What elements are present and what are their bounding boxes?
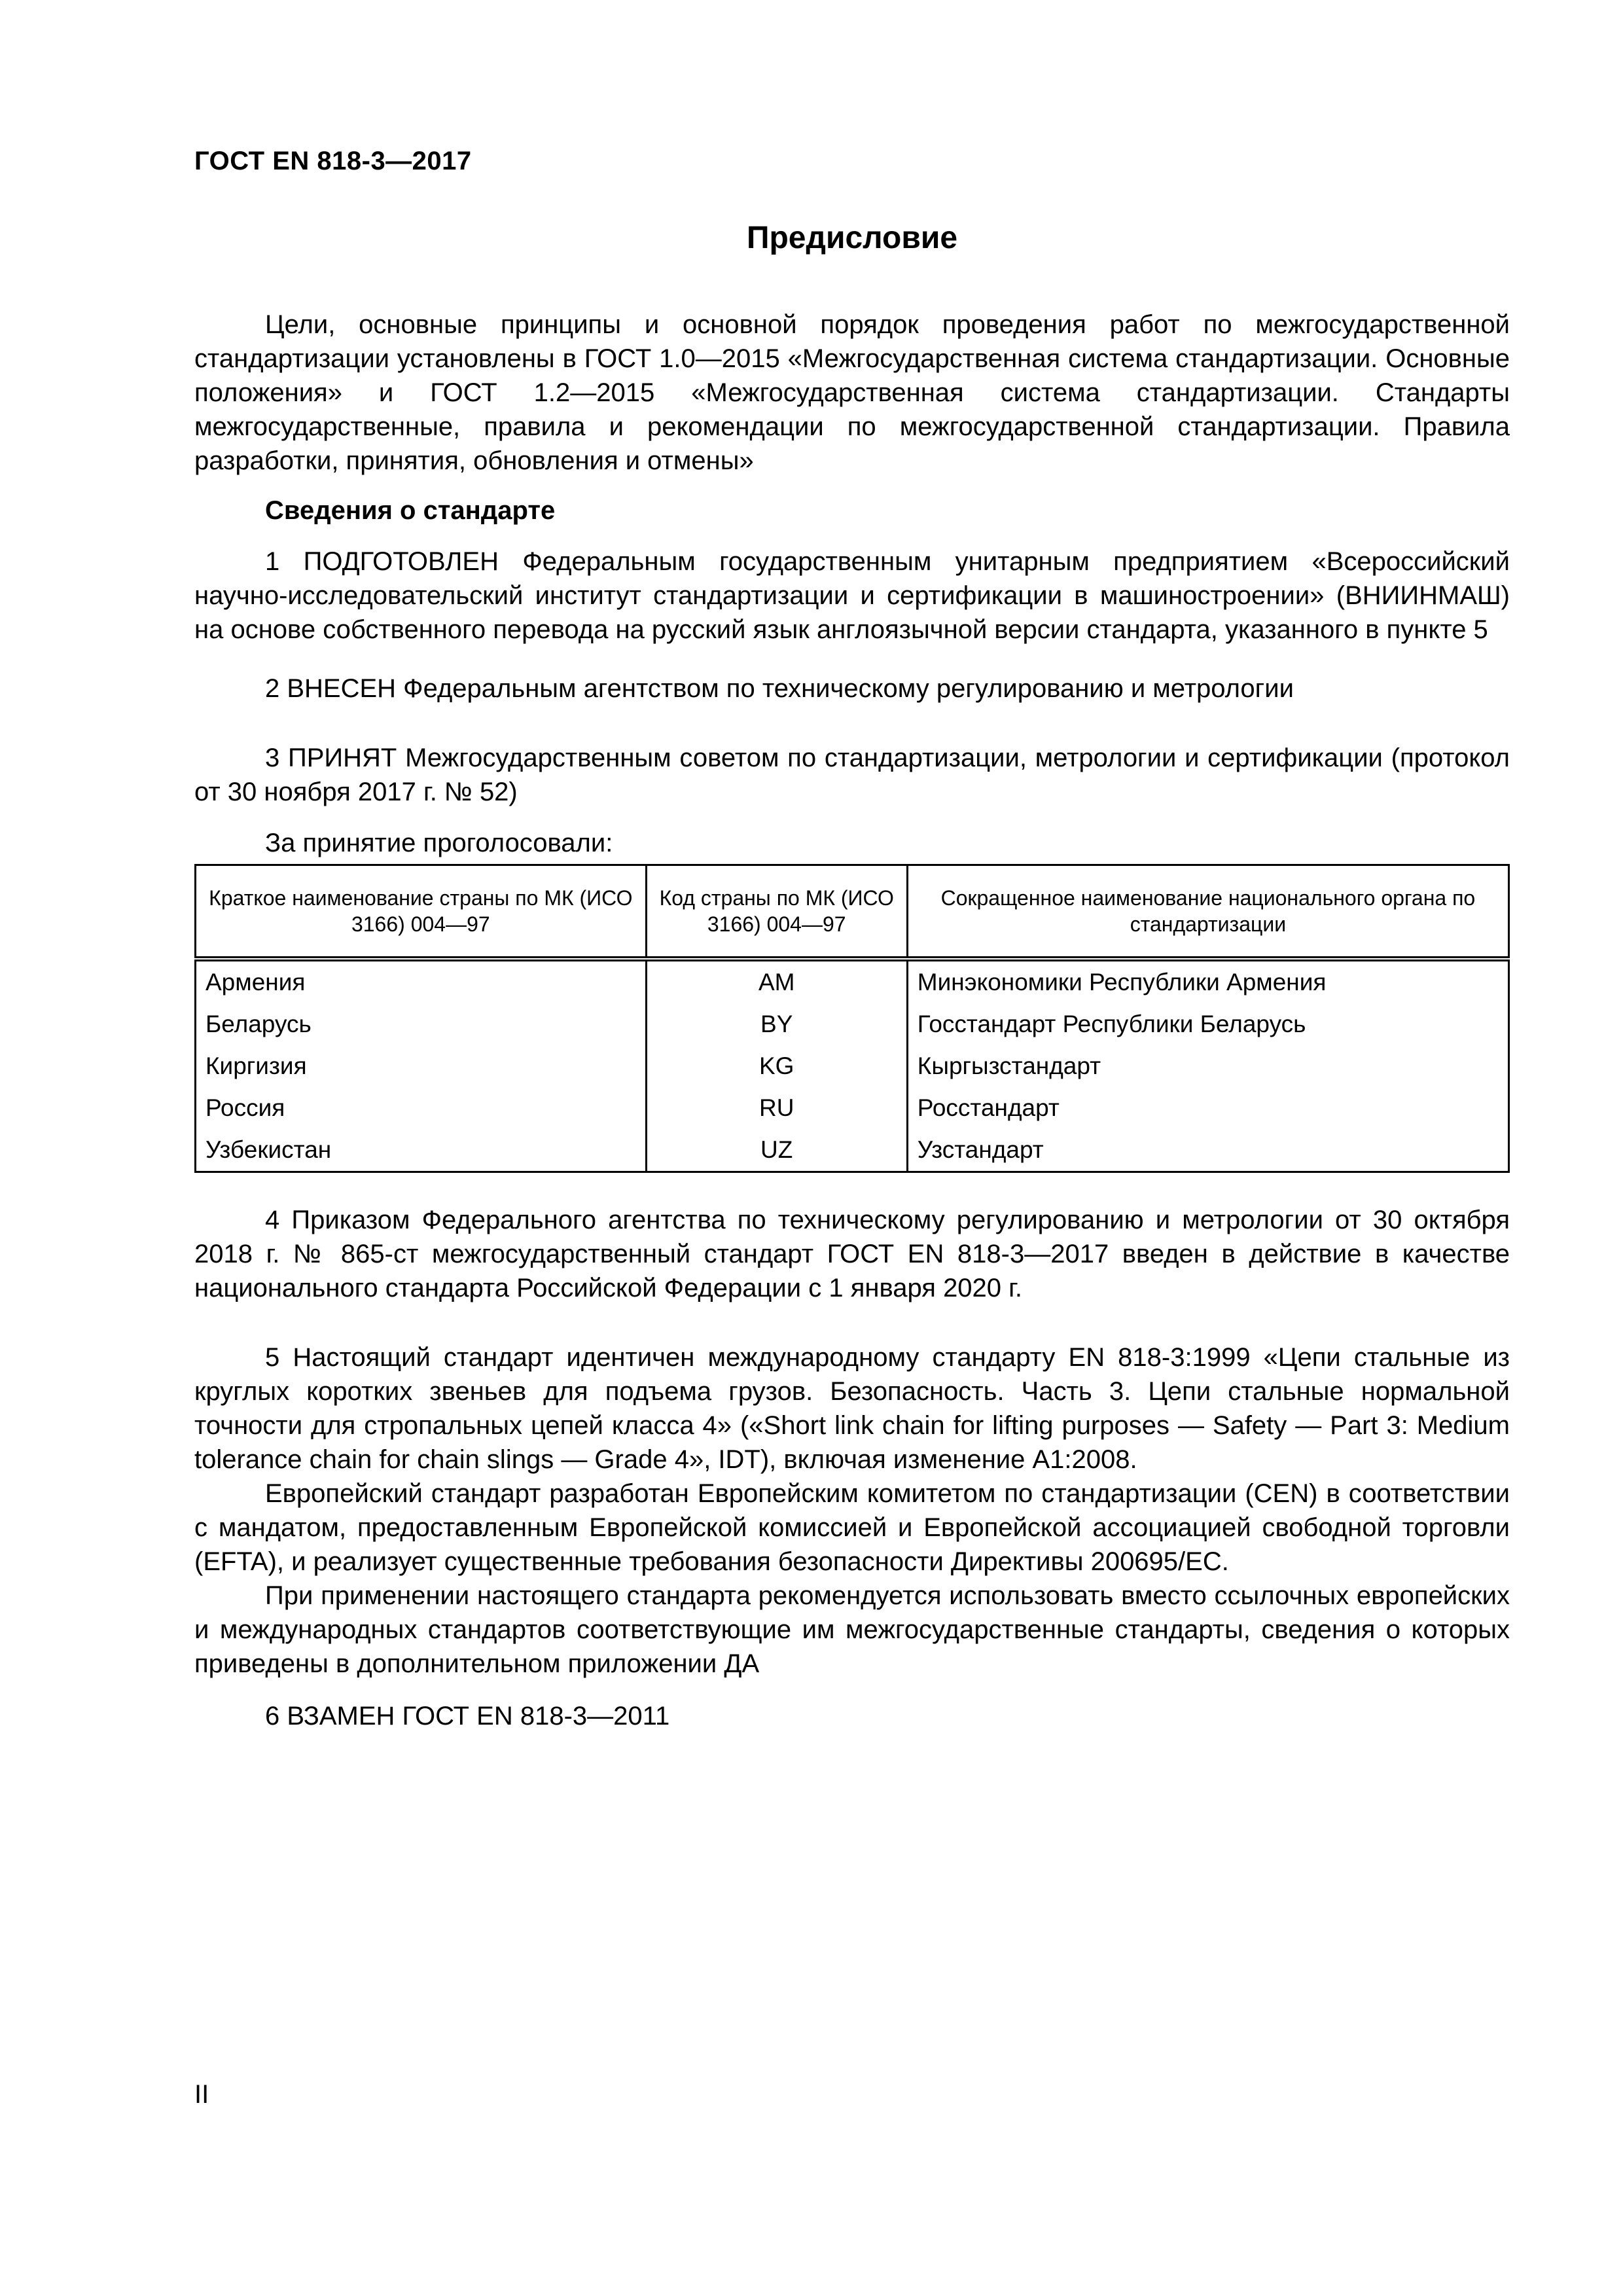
item-2-block — [194, 672, 1510, 706]
item-6: 6 ВЗАМЕН ГОСТ EN 818-3—2011 — [265, 1702, 670, 1731]
votes-label-block — [194, 826, 1510, 860]
table-cell-code: AM — [646, 959, 907, 1003]
item-3-block — [194, 741, 1510, 809]
table-row — [196, 1129, 1509, 1172]
table-cell-authority: Минэкономики Республики Армения — [907, 959, 1508, 1003]
table-cell-country: Узбекистан — [196, 1129, 647, 1172]
table-cell-authority: Госстандарт Республики Беларусь — [907, 1003, 1508, 1045]
table-cell-code: BY — [646, 1003, 907, 1045]
document-code: ГОСТ EN 818-3—2017 — [194, 147, 472, 175]
item-6-block — [194, 1699, 1510, 1733]
table-header-code: Код страны по МК (ИСО 3166) 004—97 — [646, 865, 907, 960]
table-row — [196, 1045, 1509, 1087]
item-5-block — [194, 1340, 1510, 1681]
table-cell-authority: Узстандарт — [907, 1129, 1508, 1172]
item-5-paragraph-2: Европейский стандарт разработан Европейским комитетом по стандартизации (CEN) в соответствии с мандатом, предоставленным Европейской комиссией и Европейской ассоциацией свободной торговли (EFTA), и реализует существенные требования безопасности Директивы 200695/ЕС. — [194, 1479, 1510, 1576]
table-header-country: Краткое наименование страны по МК (ИСО 3166) 004—97 — [196, 865, 647, 960]
votes-table — [194, 864, 1510, 1173]
item-4-block — [194, 1203, 1510, 1305]
page-number: II — [194, 2080, 209, 2109]
table-header-authority: Сокращенное наименование национального органа по стандартизации — [907, 865, 1508, 960]
item-1: 1 ПОДГОТОВЛЕН Федеральным государственным унитарным предприятием «Всероссийский научно-исследовательский институт стандартизации и сертификации в машиностроении» (ВНИИНМАШ) на основе собственного перевода на русский язык англоязычной версии стандарта, указанного в пункте 5 — [194, 547, 1510, 644]
item-4: 4 Приказом Федерального агентства по техническому регулированию и метрологии от 30 октября 2018 г. № 865-ст межгосударственный стандарт ГОСТ EN 818-3—2017 введен в действие в качестве национального стандарта Российской Федерации с 1 января 2020 г. — [194, 1206, 1510, 1302]
item-5-paragraph-3: При применении настоящего стандарта рекомендуется использовать вместо ссылочных европейских и международных стандартов соответствующие им межгосударственные стандарты, сведения о которых приведены в дополнительном приложении ДА — [194, 1581, 1510, 1678]
intro-block — [194, 308, 1510, 478]
item-5: 5 Настоящий стандарт идентичен международному стандарту EN 818-3:1999 «Цепи стальные из круглых коротких звеньев для подъема грузов. Безопасность. Часть 3. Цепи стальные нормальной точности для стропальных цепей класса 4» («Short link chain for lifting purposes — Safety — Part 3: Medium tolerance chain for chain slings — Grade 4», IDT), включая изменение A1:2008. — [194, 1343, 1510, 1474]
item-1-block — [194, 545, 1510, 647]
table-cell-country: Киргизия — [196, 1045, 647, 1087]
table-cell-code: UZ — [646, 1129, 907, 1172]
table-cell-code: KG — [646, 1045, 907, 1087]
info-heading: Сведения о стандарте — [265, 496, 556, 525]
page-title: Предисловие — [746, 221, 958, 255]
table-cell-authority: Кыргызстандарт — [907, 1045, 1508, 1087]
table-cell-authority: Росстандарт — [907, 1087, 1508, 1129]
votes-label: За принятие проголосовали: — [265, 829, 613, 857]
table-row — [196, 1087, 1509, 1129]
table-header-row — [196, 865, 1509, 960]
table-cell-country: Беларусь — [196, 1003, 647, 1045]
table-row — [196, 959, 1509, 1003]
info-heading-block — [194, 493, 1510, 528]
intro-paragraph: Цели, основные принципы и основной порядок проведения работ по межгосударственной стандартизации установлены в ГОСТ 1.0—2015 «Межгосударственная система стандартизации. Основные положения» и ГОСТ 1.2—2015 «Межгосударственная система стандартизации. Стандарты межгосударственные, правила и рекомендации по межгосударственной стандартизации. Правила разработки, принятия, обновления и отмены» — [194, 310, 1510, 475]
table-cell-code: RU — [646, 1087, 907, 1129]
item-3: 3 ПРИНЯТ Межгосударственным советом по стандартизации, метрологии и сертификации (протокол от 30 ноября 2017 г. № 52) — [194, 744, 1510, 806]
item-2: 2 ВНЕСЕН Федеральным агентством по техническому регулированию и метрологии — [265, 674, 1294, 703]
table-cell-country: Россия — [196, 1087, 647, 1129]
table-cell-country: Армения — [196, 959, 647, 1003]
table-row — [196, 1003, 1509, 1045]
document-page — [194, 0, 1510, 2296]
